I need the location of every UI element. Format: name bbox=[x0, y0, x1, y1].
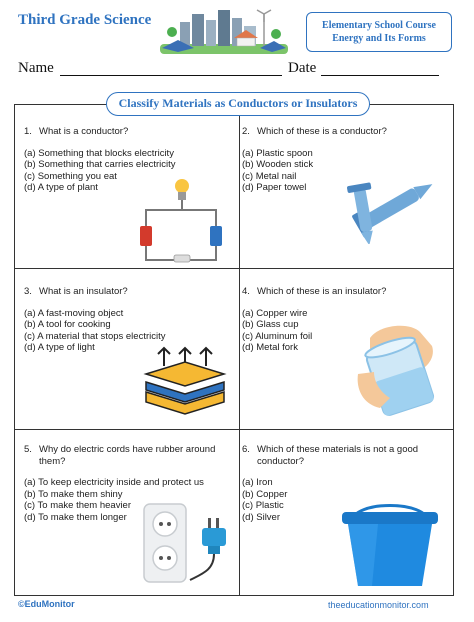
power-outlet-icon bbox=[142, 500, 238, 586]
question-text: Which of these is an insulator? bbox=[257, 286, 387, 297]
option-c[interactable]: (c) A material that stops electricity bbox=[24, 330, 166, 342]
option-c[interactable]: (c) Plastic bbox=[242, 500, 284, 511]
option-c[interactable]: (c) Aluminum foil bbox=[242, 330, 313, 342]
name-line[interactable] bbox=[60, 75, 282, 76]
question-text: Why do electric cords have rubber around them? bbox=[39, 444, 216, 467]
option-c[interactable]: (c) Metal nail bbox=[242, 170, 297, 182]
course-name: Elementary School Course bbox=[322, 20, 436, 31]
option-d[interactable]: (d) Paper towel bbox=[242, 182, 307, 193]
grid-divider-horizontal-1 bbox=[15, 268, 453, 269]
question-number: 4. bbox=[242, 286, 250, 297]
question-text: What is a conductor? bbox=[39, 126, 129, 137]
course-topic: Energy and Its Forms bbox=[332, 33, 426, 44]
date-line[interactable] bbox=[321, 75, 439, 76]
question-number: 3. bbox=[24, 286, 32, 297]
date-label: Date bbox=[288, 60, 317, 76]
circuit-icon bbox=[132, 176, 232, 268]
option-a[interactable]: (a) To keep electricity inside and protect us bbox=[24, 477, 204, 488]
option-d[interactable]: (d) A type of plant bbox=[24, 182, 98, 193]
option-a[interactable]: (a) Copper wire bbox=[242, 307, 308, 319]
footer-copyright: ©EduMonitor bbox=[18, 599, 75, 609]
city-energy-illustration-icon bbox=[160, 8, 288, 54]
option-d[interactable]: (d) Silver bbox=[242, 511, 281, 523]
option-d[interactable]: (d) To make them longer bbox=[24, 511, 127, 523]
option-a[interactable]: (a) Iron bbox=[242, 477, 273, 488]
insulation-layers-icon bbox=[142, 344, 228, 420]
nail-icon bbox=[340, 164, 440, 244]
option-d[interactable]: (d) Metal fork bbox=[242, 342, 298, 353]
option-a[interactable]: (a) A fast-moving object bbox=[24, 307, 124, 319]
question-number: 1. bbox=[24, 126, 32, 137]
course-info-box bbox=[306, 12, 452, 52]
option-b[interactable]: (b) Wooden stick bbox=[242, 159, 314, 170]
option-b[interactable]: (b) Something that carries electricity bbox=[24, 159, 176, 170]
question-number: 6. bbox=[242, 444, 250, 455]
question-text: Which of these is a conductor? bbox=[257, 126, 387, 137]
option-b[interactable]: (b) A tool for cooking bbox=[24, 319, 111, 330]
option-d[interactable]: (d) A type of light bbox=[24, 342, 95, 353]
question-text: What is an insulator? bbox=[39, 286, 128, 297]
option-c[interactable]: (c) To make them heavier bbox=[24, 500, 132, 511]
question-number: 2. bbox=[242, 126, 250, 137]
page-title: Third Grade Science bbox=[18, 12, 152, 28]
name-label: Name bbox=[18, 60, 54, 76]
option-b[interactable]: (b) Copper bbox=[242, 488, 288, 500]
option-b[interactable]: (b) To make them shiny bbox=[24, 488, 123, 500]
option-a[interactable]: (a) Plastic spoon bbox=[242, 147, 313, 159]
section-title: Classify Materials as Conductors or Insulators bbox=[106, 92, 370, 116]
glass-cup-icon bbox=[340, 318, 440, 418]
bucket-icon bbox=[338, 498, 442, 590]
option-a[interactable]: (a) Something that blocks electricity bbox=[24, 147, 174, 159]
question-text: Which of these materials is not a good conductor? bbox=[257, 444, 419, 467]
question-number: 5. bbox=[24, 444, 32, 455]
option-b[interactable]: (b) Glass cup bbox=[242, 319, 299, 330]
footer-website[interactable]: theeducationmonitor.com bbox=[328, 600, 429, 610]
option-c[interactable]: (c) Something you eat bbox=[24, 170, 117, 182]
name-date-row bbox=[18, 60, 454, 80]
grid-divider-horizontal-2 bbox=[15, 429, 453, 430]
